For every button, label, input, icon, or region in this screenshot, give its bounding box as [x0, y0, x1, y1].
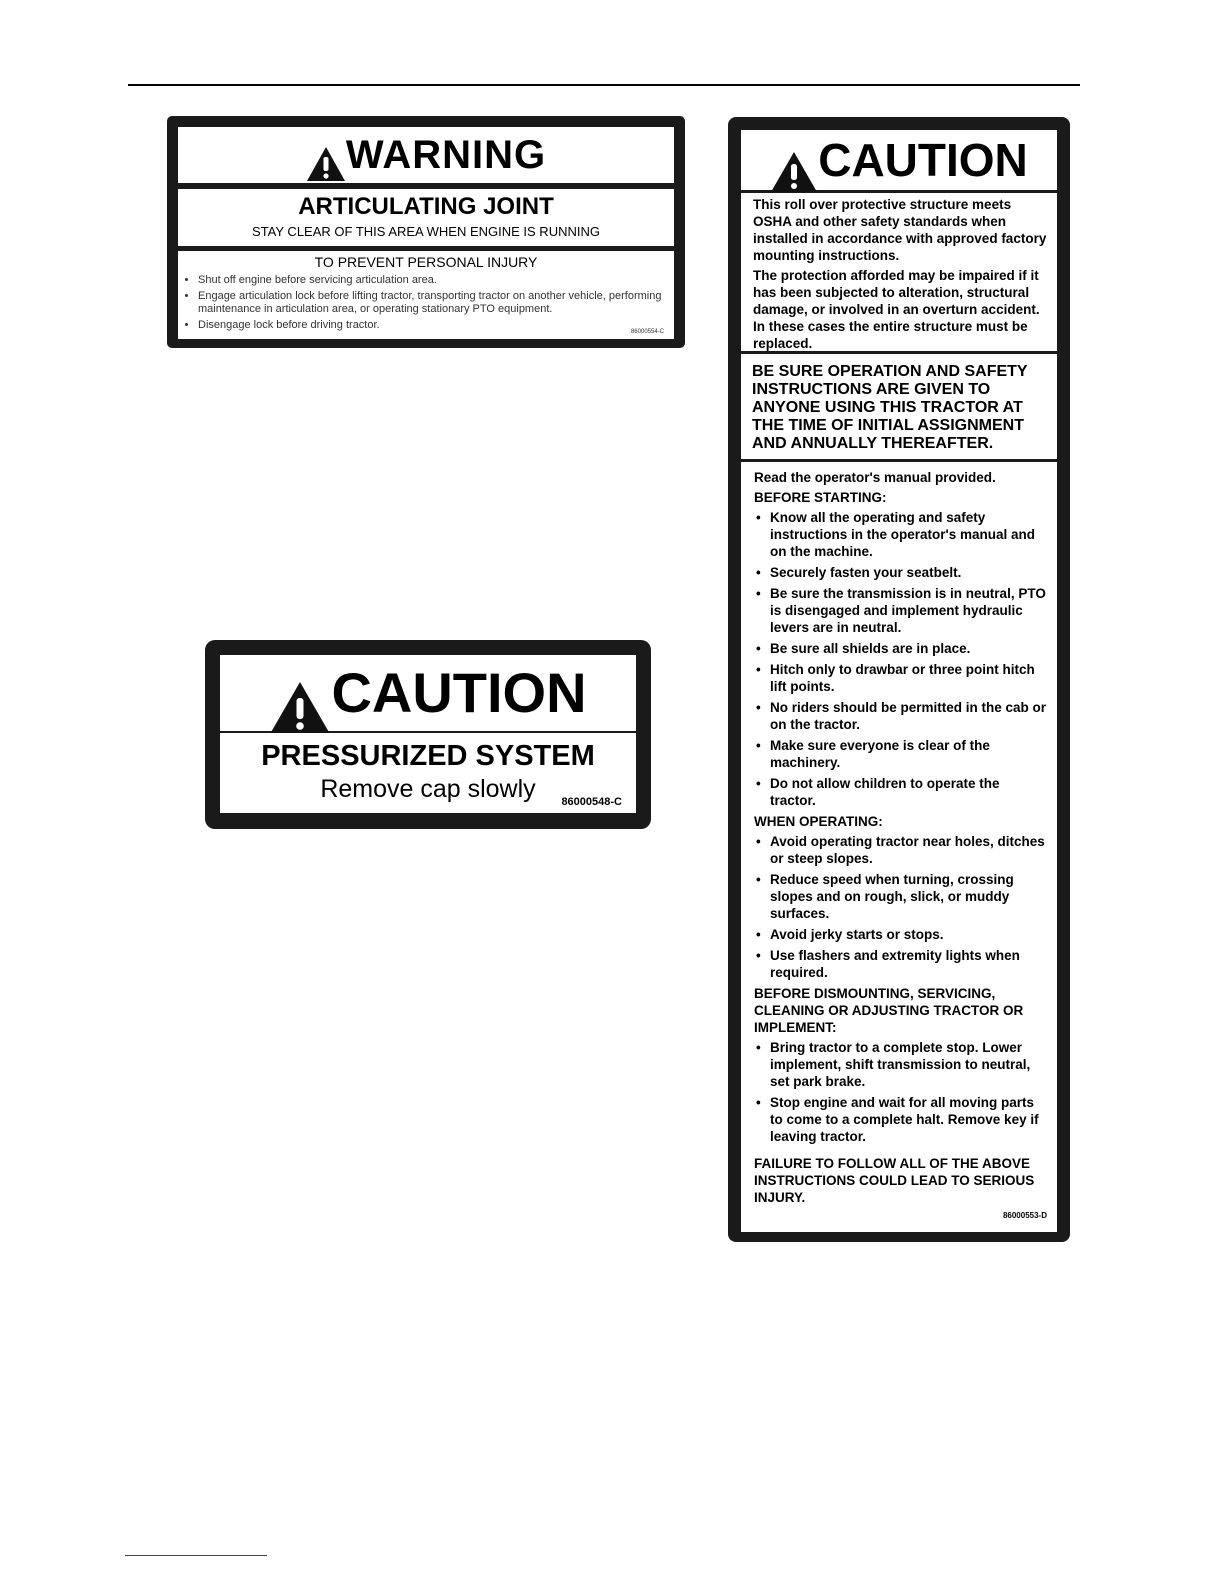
list-item: • Avoid jerky starts or stops.	[754, 926, 1049, 943]
list-item: • Reduce speed when turning, crossing slopes and on rough, slick, or muddy surfaces.	[754, 871, 1049, 922]
list-item: • Avoid operating tractor near holes, ditches or steep slopes.	[754, 833, 1049, 867]
rops-part-number: 86000553-D	[1002, 1211, 1047, 1220]
warning-triangle-icon	[269, 681, 331, 735]
section-title-before-dismounting: BEFORE DISMOUNTING, SERVICING, CLEANING OR ADJUSTING TRACTOR OR IMPLEMENT:	[754, 986, 1024, 1035]
rops-heading: CAUTION	[818, 134, 1028, 186]
rops-notice-band	[741, 354, 1057, 459]
list-item: • Use flashers and extremity lights when required.	[754, 947, 1049, 981]
list-item: • Disengage lock before driving tractor.	[198, 319, 674, 332]
list-item: • Stop engine and wait for all moving parts to come to a complete halt. Remove key if leaving tractor.	[754, 1094, 1049, 1145]
caution-hazard-title: PRESSURIZED SYSTEM	[261, 740, 595, 772]
caution-heading: CAUTION	[331, 661, 587, 724]
list-item: • Do not allow children to operate the tractor.	[754, 775, 1049, 809]
list-item: • Be sure all shields are in place.	[754, 640, 1049, 657]
list-item: • Make sure everyone is clear of the machinery.	[754, 737, 1049, 771]
list-item: • Hitch only to drawbar or three point hitch lift points.	[754, 661, 1049, 695]
rops-read-manual: Read the operator's manual provided.	[754, 470, 996, 485]
warning-triangle-icon	[306, 146, 346, 182]
warning-hazard-band	[178, 189, 674, 246]
warning-instruction-list	[178, 274, 674, 332]
rops-instructions-band	[741, 462, 1057, 1232]
footer-link-rule	[125, 1555, 267, 1556]
list-item: • No riders should be permitted in the cab or on the tractor.	[754, 699, 1049, 733]
list-item: • Bring tractor to a complete stop. Lower implement, shift transmission to neutral, set park brake.	[754, 1039, 1049, 1090]
rops-intro-band	[741, 193, 1057, 351]
before-starting-list	[754, 509, 1049, 809]
caution-part-number: 86000548-C	[561, 796, 622, 808]
page-header-rule	[128, 84, 1080, 86]
rops-notice: BE SURE OPERATION AND SAFETY INSTRUCTIONS ARE GIVEN TO ANYONE USING THIS TRACTOR AT THE TIME OF INITIAL ASSIGNMENT AND ANNUALLY THEREAFTER.	[752, 363, 1028, 452]
caution-instruction: Remove cap slowly	[320, 775, 536, 803]
when-operating-list	[754, 833, 1049, 981]
caution-decal-pressurized-system	[205, 640, 651, 829]
caution-header-band	[220, 655, 636, 731]
section-title-when-operating: WHEN OPERATING:	[754, 814, 883, 829]
before-dismounting-list	[754, 1039, 1049, 1145]
warning-section-title: TO PREVENT PERSONAL INJURY	[314, 254, 538, 270]
list-item: • Securely fasten your seatbelt.	[754, 564, 1049, 581]
warning-header-band	[178, 127, 674, 183]
rops-intro-paragraph: The protection afforded may be impaired if it has been subjected to alteration, structural damage, or involved in an overturn accident. In these cases the entire structure must be replaced.	[753, 268, 1040, 351]
list-item: • Be sure the transmission is in neutral, PTO is disengaged and implement hydraulic levers are in neutral.	[754, 585, 1049, 636]
list-item: • Engage articulation lock before lifting tractor, transporting tractor on another vehicle, performing maintenance in articulation area, or operating stationary PTO equipment.	[198, 290, 674, 316]
warning-triangle-icon	[770, 151, 818, 193]
caution-decal-rops	[728, 117, 1070, 1242]
failure-warning: FAILURE TO FOLLOW ALL OF THE ABOVE INSTRUCTIONS COULD LEAD TO SERIOUS INJURY.	[754, 1156, 1035, 1205]
warning-instructions-band	[178, 251, 674, 339]
warning-decal-articulating-joint	[167, 116, 685, 348]
section-title-before-starting: BEFORE STARTING:	[754, 490, 887, 505]
caution-hazard-band	[220, 733, 636, 813]
list-item: • Shut off engine before servicing articulation area.	[198, 274, 674, 287]
warning-heading: WARNING	[345, 133, 547, 177]
warning-subheading: STAY CLEAR OF THIS AREA WHEN ENGINE IS RUNNING	[252, 224, 600, 239]
rops-intro-paragraph: This roll over protective structure meets OSHA and other safety standards when installed in accordance with approved factory mounting instructions.	[753, 197, 1047, 263]
rops-header-band	[741, 130, 1057, 190]
warning-part-number: 86000554-C	[630, 329, 664, 335]
warning-hazard-title: ARTICULATING JOINT	[298, 193, 554, 220]
list-item: • Know all the operating and safety instructions in the operator's manual and on the machine.	[754, 509, 1049, 560]
